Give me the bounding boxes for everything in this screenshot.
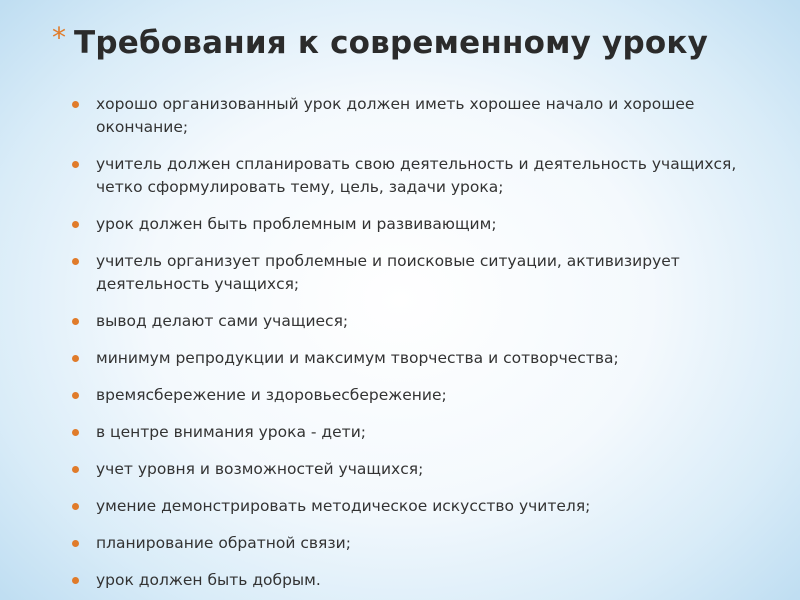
title-asterisk-icon: * xyxy=(52,21,66,54)
list-item xyxy=(72,569,752,592)
bullet-icon xyxy=(72,503,79,510)
list-item-text: в центре внимания урока - дети; xyxy=(96,423,366,441)
list-item-text: вывод делают сами учащиеся; xyxy=(96,312,349,330)
list-item-text: учитель должен спланировать свою деятельность и деятельность учащихся, четко сформулировать тему, цель, задачи урока; xyxy=(96,155,737,196)
list-item-text: хорошо организованный урок должен иметь хорошее начало и хорошее окончание; xyxy=(96,95,695,136)
list-item-text: учитель организует проблемные и поисковые ситуации, активизирует деятельность учащихся; xyxy=(96,252,680,293)
bullet-icon xyxy=(72,466,79,473)
bullet-icon xyxy=(72,429,79,436)
list-item-text: учет уровня и возможностей учащихся; xyxy=(96,460,424,478)
list-item-text: минимум репродукции и максимум творчества и сотворчества; xyxy=(96,349,619,367)
list-item-text: урок должен быть добрым. xyxy=(96,571,321,589)
bullet-icon xyxy=(72,221,79,228)
bullet-icon xyxy=(72,540,79,547)
list-item-text: урок должен быть проблемным и развивающим; xyxy=(96,215,497,233)
list-item xyxy=(72,213,752,236)
list-item xyxy=(72,347,752,370)
list-item xyxy=(72,310,752,333)
list-item xyxy=(72,495,752,518)
bullet-icon xyxy=(72,392,79,399)
slide-title-text: Требования к современному уроку xyxy=(74,25,708,61)
list-item xyxy=(72,250,752,296)
list-item xyxy=(72,93,752,139)
list-item-text: умение демонстрировать методическое искусство учителя; xyxy=(96,497,591,515)
requirements-list xyxy=(72,93,752,600)
bullet-icon xyxy=(72,577,79,584)
bullet-icon xyxy=(72,355,79,362)
list-item xyxy=(72,384,752,407)
bullet-icon xyxy=(72,101,79,108)
bullet-icon xyxy=(72,161,79,168)
list-item xyxy=(72,421,752,444)
list-item xyxy=(72,532,752,555)
bullet-icon xyxy=(72,258,79,265)
list-item xyxy=(72,458,752,481)
list-item xyxy=(72,153,752,199)
slide-title xyxy=(52,18,708,68)
list-item-text: планирование обратной связи; xyxy=(96,534,351,552)
list-item-text: времясбережение и здоровьесбережение; xyxy=(96,386,447,404)
bullet-icon xyxy=(72,318,79,325)
